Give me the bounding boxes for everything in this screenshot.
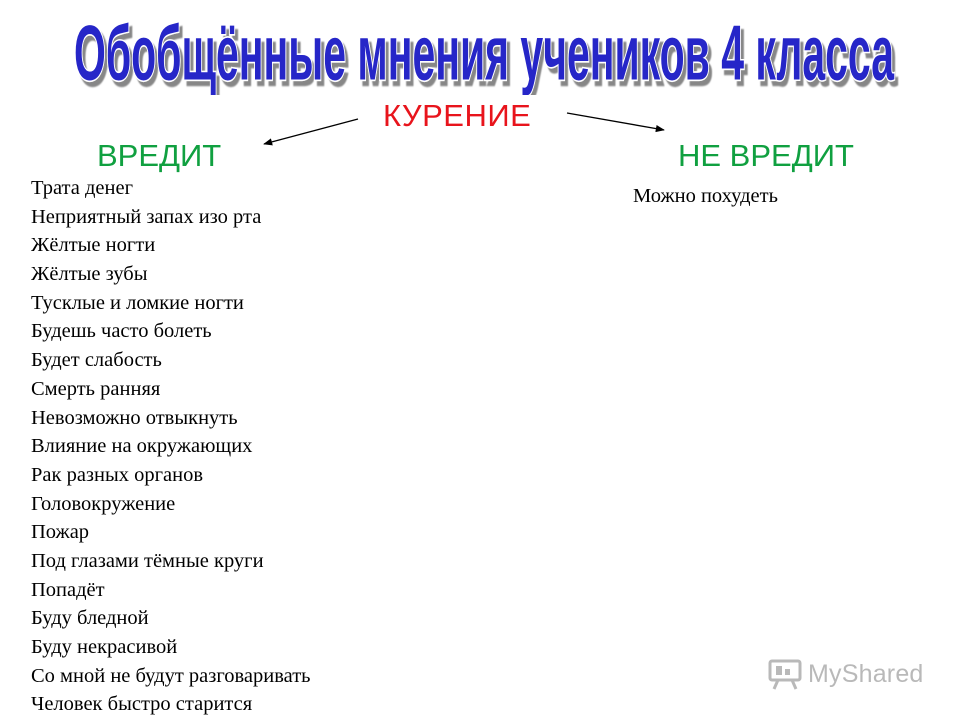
harms-list [31,174,311,719]
no-harm-list [633,182,778,210]
list-item: Влияние на окружающих [31,435,253,458]
slide-title [0,0,960,95]
list-item: Будет слабость [31,349,162,372]
watermark [768,656,928,692]
list-item: Со мной не будут разговаривать [31,664,311,687]
list-item: Попадёт [31,578,105,601]
arrow-to-harms [264,119,358,144]
no-harm-heading: НЕ ВРЕДИТ [678,138,854,173]
list-item: Неприятный запах изо рта [31,205,262,228]
list-item: Трата денег [31,177,133,199]
list-item: Под глазами тёмные круги [31,549,264,572]
list-item: Смерть ранняя [31,377,161,400]
title-text: Обобщённые мнения учеников 4 класса [74,9,895,95]
presentation-board-icon [768,658,802,690]
list-item: Жёлтые зубы [31,263,148,286]
topic-heading: КУРЕНИЕ [383,98,532,133]
list-item: Буду бледной [31,607,149,630]
arrow-to-no-harm [567,113,664,130]
list-item: Будешь часто болеть [31,320,212,343]
list-item: Можно похудеть [633,185,778,207]
list-item: Буду некрасивой [31,636,178,658]
harms-heading: ВРЕДИТ [97,138,222,173]
list-item: Жёлтые ногти [31,234,156,257]
list-item: Тусклые и ломкие ногти [31,291,244,314]
list-item: Головокружение [31,492,176,515]
list-item: Человек быстро старится [31,693,253,716]
list-item: Рак разных органов [31,463,204,486]
list-item: Пожар [31,521,90,544]
list-item: Невозможно отвыкнуть [31,406,238,429]
watermark-text: MyShared [808,659,924,688]
